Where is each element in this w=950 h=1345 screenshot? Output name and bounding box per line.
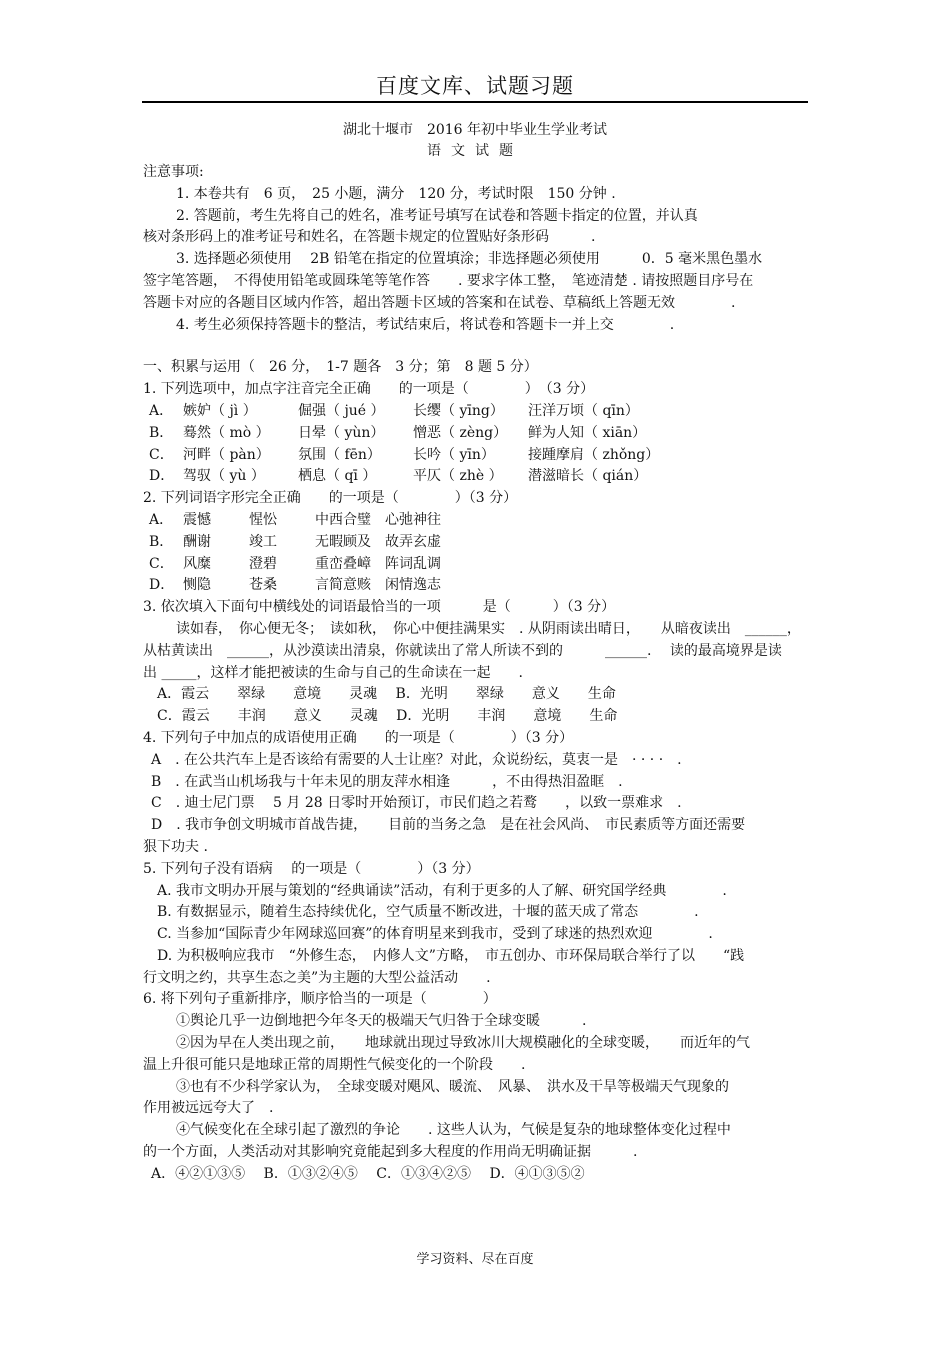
option-row: C． 河畔（ pàn） 氛围（ fēn） 长吟（ yīn） 接踵摩肩（ zhǒng） — [149, 446, 660, 463]
question-6-sentence: ④气候变化在全球引起了激烈的争论 . 这些人认为，气候是复杂的地球整体变化过程中 — [176, 1122, 731, 1139]
question-4-option: 狠下功夫 . — [143, 838, 208, 855]
option-row: B． 蓦然（ mò ） 日晕（ yùn） 憎恶（ zèng） 鲜为人知（ xiān） — [149, 424, 647, 441]
question-3-stem: 3. 依次填入下面句中横线处的词语最恰当的一项 是（ ）（3 分） — [143, 599, 616, 616]
option-row: A． 嫉妒（ jì ） 倔强（ jué ） 长缨（ yīng） 汪洋万顷（ qīn） — [149, 402, 639, 419]
question-5-option: 行文明之约，共享生态之美”为主题的大型公益活动 . — [143, 969, 491, 986]
exam-body — [143, 162, 808, 1186]
notice-line: 3. 选择题必须使用 2B 铅笔在指定的位置填涂；非选择题必须使用 0．5 毫米黑色墨水 — [176, 251, 763, 268]
document-header-title: 百度文库、试题习题 — [376, 74, 574, 98]
notice-heading: 注意事项: — [143, 164, 204, 180]
notice-line: 2. 答题前，考生先将自己的姓名，准考证号填写在试卷和答题卡指定的位置，并认真 — [176, 207, 698, 224]
question-1-stem: 1. 下列选项中，加点字注音完全正确 的一项是（ ） （3 分） — [143, 381, 595, 398]
question-1-options — [143, 401, 808, 488]
question-2-options — [143, 510, 808, 597]
question-4-option: B . 在武当山机场我与十年未见的朋友萍水相逢 ，不由得热泪盈眶 . — [151, 773, 623, 790]
question-5-option: C. 当参加“国际青少年网球巡回赛”的体育明星来到我市，受到了球迷的热烈欢迎 . — [157, 926, 713, 943]
question-5-option: D. 为积极响应我市 “外修生态， 内修人文”方略， 市五创办、市环保局联合举行了以 “践 — [157, 947, 745, 964]
question-3-option: A．霞云 翠绿 意境 灵魂 B．光明 翠绿 意义 生命 — [157, 686, 616, 703]
question-4-option: A . 在公共汽车上是否该给有需要的人士让座？对此，众说纷纭，莫衷一是 · · · · . — [151, 751, 682, 768]
option-row: A． 震憾 惺忪 中西合璧 心弛神往 — [149, 511, 441, 528]
question-5-option: B. 有数据显示，随着生态持续优化，空气质量不断改进，十堰的蓝天成了常态 . — [157, 904, 699, 921]
question-6-sentence: 作用被远远夸大了 . — [143, 1100, 274, 1117]
question-6-sentence: ②因为早在人类出现之前， 地球就出现过导致冰川大规模融化的全球变暖， 而近年的气 — [176, 1035, 750, 1052]
section-heading: 一、积累与运用（ 26 分， 1-7 题各 3 分；第 8 题 5 分） — [143, 359, 538, 376]
question-3-passage: 出 _____，这样才能把被读的生命与自己的生命读在一起 . — [143, 664, 523, 681]
question-6-stem: 6. 将下列句子重新排序，顺序恰当的一项是（ ） — [143, 991, 497, 1008]
header-rule — [142, 101, 808, 103]
question-6-sentence: 温上升很可能只是地球正常的周期性气候变化的一个阶段 . — [143, 1056, 526, 1073]
question-3-passage: 读如春， 你心便无冬； 读如秋， 你心中便挂满果实 . 从阴雨读出晴日， 从暗夜读出 ______， — [176, 620, 801, 637]
paper-subtitle: 语文试题 — [427, 143, 523, 159]
notice-line: 签字笔答题， 不得使用铅笔或圆珠笔等笔作答 . 要求字体工整， 笔迹清楚 . 请按照题目序号在 — [143, 272, 754, 289]
question-5-option: A. 我市文明办开展与策划的“经典诵读”活动，有利于更多的人了解、研究国学经典 . — [157, 882, 727, 899]
question-2-stem: 2. 下列词语字形完全正确 的一项是（ ）（3 分） — [143, 490, 518, 507]
question-6-options: A．④②①③⑤ B．①③②④⑤ C．①③④②⑤ D．④①③⑤② — [151, 1165, 585, 1182]
notice-line: 答题卡对应的各题目区域内作答，超出答题卡区域的答案和在试卷、草稿纸上答题无效 . — [143, 294, 736, 311]
option-row: B． 酬谢 竣工 无暇顾及 故弄玄虚 — [149, 533, 441, 550]
question-4-stem: 4. 下列句子中加点的成语使用正确 的一项是（ ）（3 分） — [143, 729, 574, 746]
question-4-option: C . 迪士尼门票 5 月 28 日零时开始预订，市民们趋之若鹜 ，以致一票难求 . — [151, 795, 682, 812]
option-row: D． 恻隐 苍桑 言简意赅 闲情逸志 — [149, 577, 441, 594]
question-6-sentence: 的一个方面，人类活动对其影响究竟能起到多大程度的作用尚无明确证据 . — [143, 1144, 638, 1161]
question-3-passage: 从枯黄读出 ______，从沙漠读出清泉，你就读出了常人所读不到的 ______. 读的最高境界是读 — [143, 642, 782, 659]
notice-line: 1. 本卷共有 6 页， 25 小题，满分 120 分，考试时限 150 分钟 . — [176, 185, 616, 202]
question-3-option: C．霞云 丰润 意义 灵魂 D．光明 丰润 意境 生命 — [157, 708, 618, 725]
notice-line: 4. 考生必须保持答题卡的整洁，考试结束后，将试卷和答题卡一并上交 . — [176, 316, 675, 333]
option-row: D． 驾驭（ yù ） 栖息（ qī ） 平仄（ zhè ） 潜滋暗长（ qián） — [149, 468, 648, 485]
question-5-stem: 5. 下列句子没有语病 的一项是（ ）（3 分） — [143, 860, 480, 877]
option-row: C． 风糜 澄碧 重峦叠嶂 阵词乱调 — [149, 555, 441, 572]
question-6-sentence: ③也有不少科学家认为， 全球变暖对飓风、暖流、 风暴、 洪水及干旱等极端天气现象的 — [176, 1078, 729, 1095]
notice-line: 核对条形码上的准考证号和姓名，在答题卡规定的位置贴好条形码 . — [143, 229, 596, 246]
paper-title: 湖北十堰市 2016 年初中毕业生学业考试 — [342, 122, 608, 138]
question-4-option: D . 我市争创文明城市首战告捷， 目前的当务之急 是在社会风尚、 市民素质等方面还需要 — [151, 817, 746, 834]
page-footer: 学习资料、尽在百度 — [416, 1252, 534, 1267]
question-6-sentence: ①舆论几乎一边倒地把今年冬天的极端天气归咎于全球变暖 . — [176, 1013, 587, 1030]
